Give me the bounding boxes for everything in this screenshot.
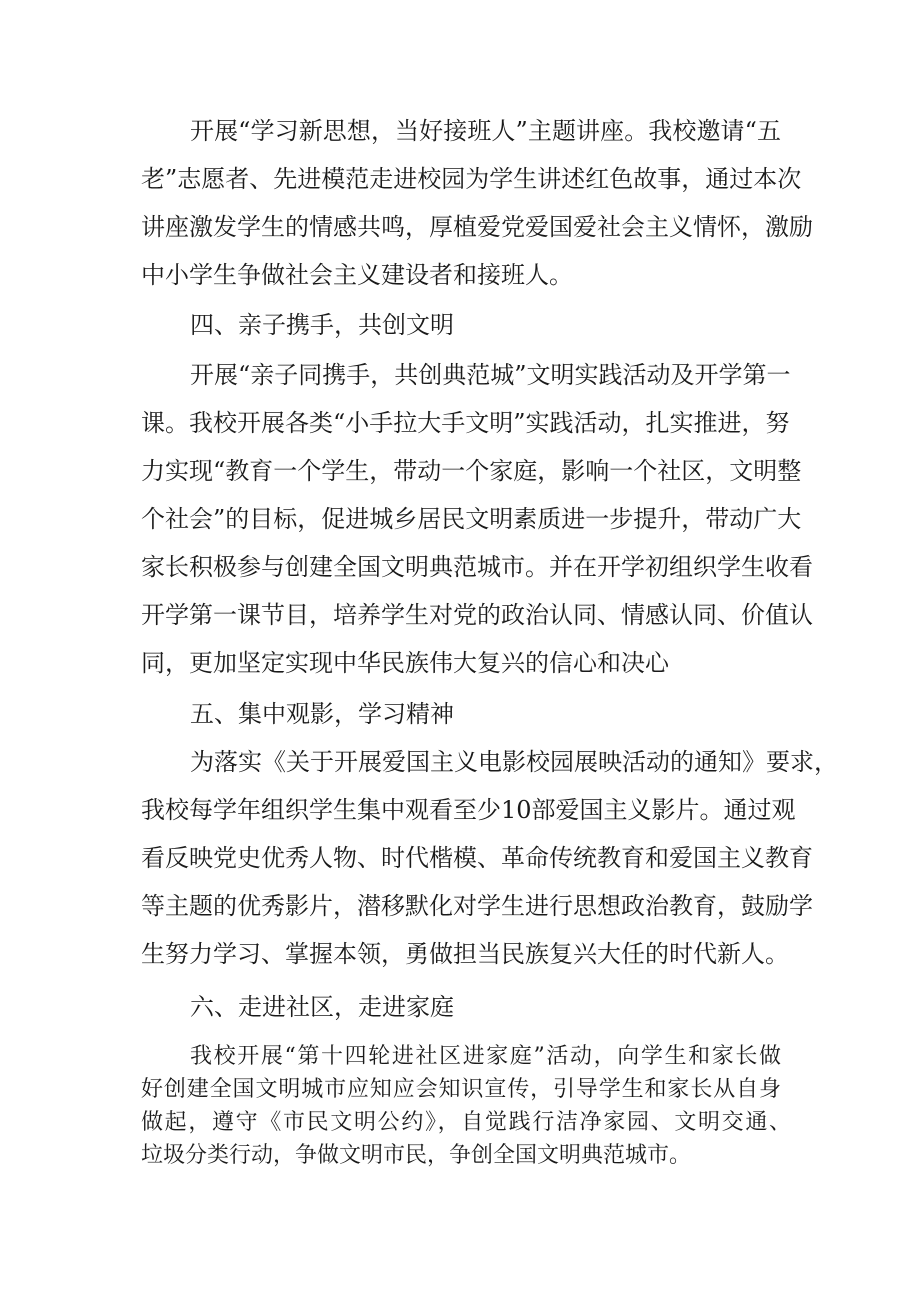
paragraph-line: 家长积极参与创建全国文明典范城市。并在开学初组织学生收看 (141, 553, 813, 581)
paragraph-line: 生努力学习、掌握本领，勇做担当民族复兴大任的时代新人。 (141, 940, 789, 968)
paragraph-line: 开学第一课节目，培养学生对党的政治认同、情感认同、价值认 (141, 601, 813, 629)
paragraph-line: 中小学生争做社会主义建设者和接班人。 (141, 261, 573, 289)
paragraph-line: 垃圾分类行动，争做文明市民，争创全国文明典范城市。 (141, 1143, 692, 1168)
paragraph-line: 为落实《关于开展爱国主义电影校园展映活动的通知》要求， (190, 748, 838, 776)
paragraph-line: 力实现“教育一个学生，带动一个家庭，影响一个社区，文明整 (141, 457, 802, 485)
section-heading: 六、走进社区，走进家庭 (190, 993, 454, 1021)
section-heading: 四、亲子携手，共创文明 (190, 311, 454, 339)
paragraph-line: 做起，遵守《市民文明公约》，自觉践行洁净家园、文明交通、 (141, 1110, 791, 1135)
paragraph-line: 等主题的优秀影片，潜移默化对学生进行思想政治教育，鼓励学 (141, 892, 813, 920)
paragraph-line: 讲座激发学生的情感共鸣，厚植爱党爱国爱社会主义情怀，激励 (141, 213, 813, 241)
paragraph-line: 个社会”的目标，促进城乡居民文明素质进一步提升，带动广大 (141, 505, 802, 533)
paragraph-line: 课。我校开展各类“小手拉大手文明”实践活动，扎实推进，努 (141, 409, 790, 437)
section-heading: 五、集中观影，学习精神 (190, 700, 454, 728)
paragraph-line: 我校每学年组织学生集中观看至少10部爱国主义影片。通过观 (141, 796, 796, 824)
paragraph-line: 看反映党史优秀人物、时代楷模、革命传统教育和爱国主义教育 (141, 844, 813, 872)
paragraph-line: 开展“亲子同携手，共创典范城”文明实践活动及开学第一 (190, 361, 791, 389)
paragraph-line: 好创建全国文明城市应知应会知识宣传，引导学生和家长从自身 (141, 1077, 781, 1102)
paragraph-line: 我校开展“第十四轮进社区进家庭”活动，向学生和家长做 (190, 1044, 781, 1069)
paragraph-line: 老”志愿者、先进模范走进校园为学生讲述红色故事，通过本次 (141, 165, 802, 193)
paragraph-line: 同，更加坚定实现中华民族伟大复兴的信心和决心 (141, 649, 669, 677)
paragraph-line: 开展“学习新思想，当好接班人”主题讲座。我校邀请“五 (190, 117, 781, 145)
